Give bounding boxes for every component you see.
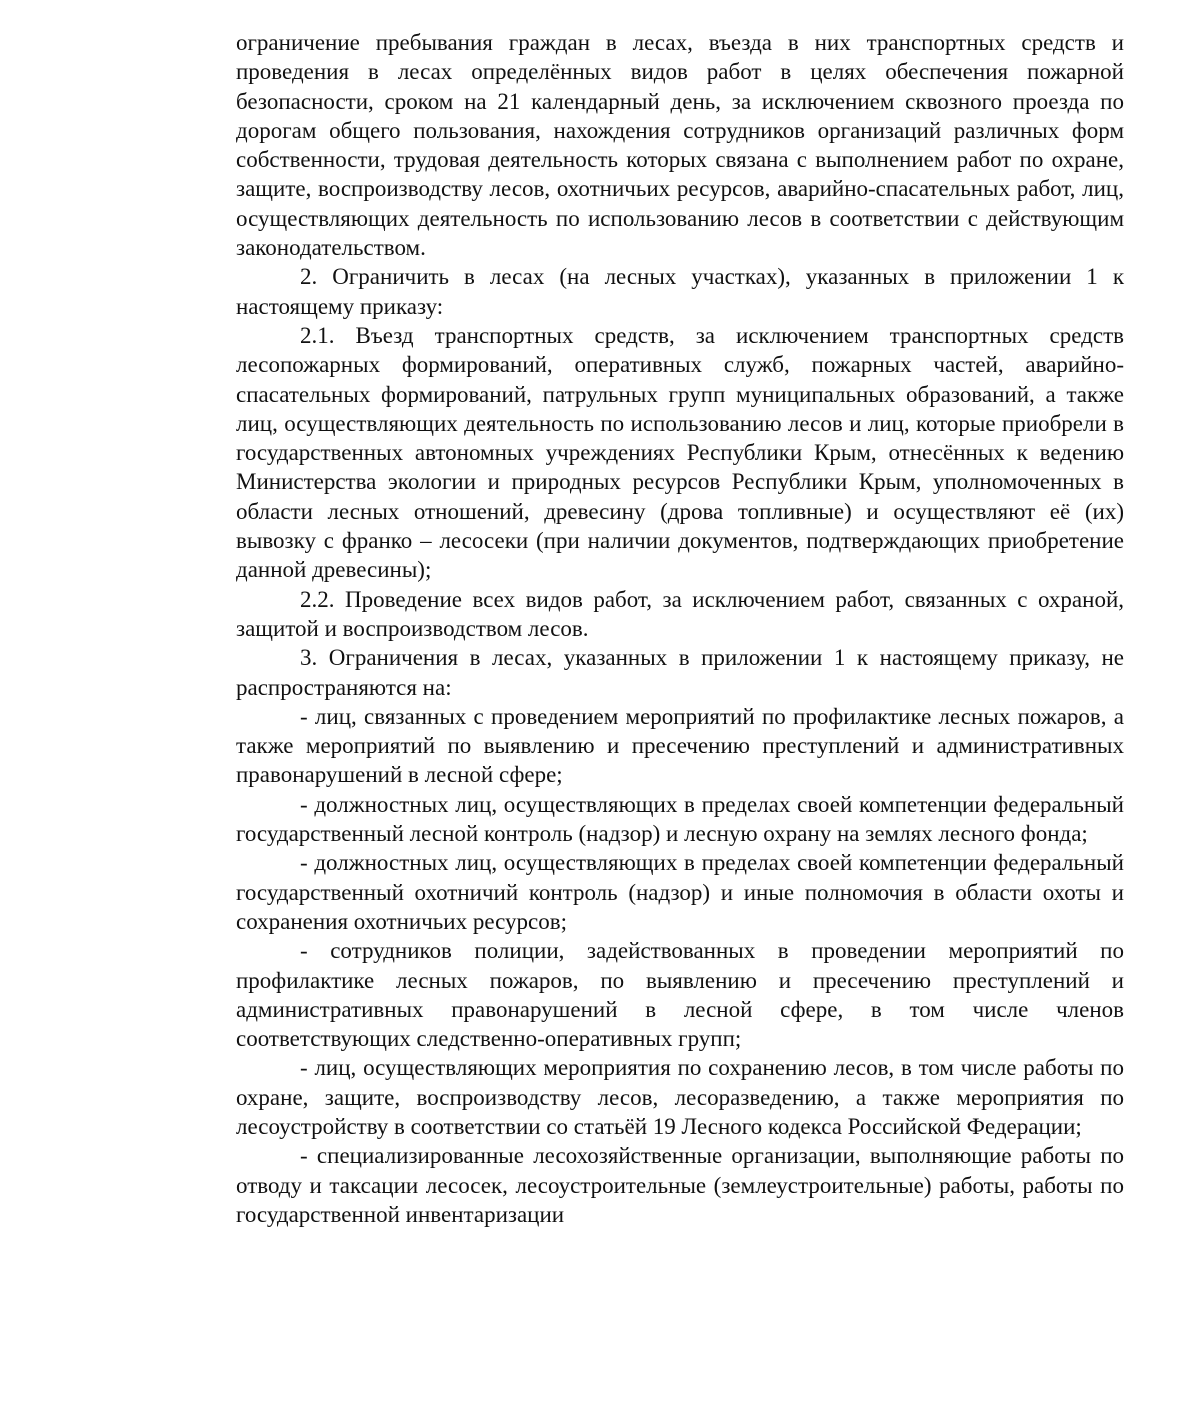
document-page — [236, 28, 1124, 1229]
paragraph-intro-continuation: ограничение пребывания граждан в лесах, въезда в них транспортных средств и проведения в лесах определённых видов работ в целях обеспечения пожарной безопасности, сроком на 21 календарный день, за исключением сквозного проезда по дорогам общего пользования, нахождения сотрудников организаций различных форм собственности, трудовая деятельность которых связана с выполнением работ по охране, защите, воспроизводству лесов, охотничьих ресурсов, аварийно-спасательных работ, лиц, осуществляющих деятельность по использованию лесов в соответствии с действующим законодательством. — [236, 30, 1124, 261]
paragraph-item-2-1: 2.1. Въезд транспортных средств, за исключением транспортных средств лесопожарных формирований, оперативных служб, пожарных частей, аварийно-спасательных формирований, патрульных групп муниципальных образований, а также лиц, осуществляющих деятельность по использованию лесов и лиц, которые приобрели в государственных автономных учреждениях Республики Крым, отнесённых к ведению Министерства экологии и природных ресурсов Республики Крым, уполномоченных в области лесных отношений, древесину (дрова топливные) и осуществляют её (их) вывозку с франко – лесосеки (при наличии документов, подтверждающих приобретение данной древесины); — [236, 322, 1124, 583]
list-item-forest-conservation-persons: - лиц, осуществляющих мероприятия по сохранению лесов, в том числе работы по охране, защите, воспроизводству лесов, лесоразведению, а также мероприятия по лесоустройству в соответствии со статьёй 19 Лесного кодекса Российской Федерации; — [236, 1055, 1124, 1139]
paragraph-item-2: 2. Ограничить в лесах (на лесных участках), указанных в приложении 1 к настоящему приказу: — [236, 264, 1124, 319]
list-item-police-officers: - сотрудников полиции, задействованных в проведении мероприятий по профилактике лесных пожаров, по выявлению и пресечению преступлений и административных правонарушений в лесной сфере, в том числе членов соответствующих следственно-оперативных групп; — [236, 938, 1124, 1052]
paragraph-item-3: 3. Ограничения в лесах, указанных в приложении 1 к настоящему приказу, не распространяются на: — [236, 645, 1124, 700]
paragraph-item-2-2: 2.2. Проведение всех видов работ, за исключением работ, связанных с охраной, защитой и воспроизводством лесов. — [236, 586, 1124, 641]
list-item-hunting-control-officials: - должностных лиц, осуществляющих в пределах своей компетенции федеральный государственный охотничий контроль (надзор) и иные полномочия в области охоты и сохранения охотничьих ресурсов; — [236, 850, 1124, 934]
list-item-specialized-organizations: - специализированные лесохозяйственные организации, выполняющие работы по отводу и таксации лесосек, лесоустроительные (землеустроительные) работы, работы по государственной инвентаризации — [236, 1143, 1124, 1227]
list-item-forest-control-officials: - должностных лиц, осуществляющих в пределах своей компетенции федеральный государственный лесной контроль (надзор) и лесную охрану на землях лесного фонда; — [236, 791, 1124, 847]
list-item-fire-prevention-persons: - лиц, связанных с проведением мероприятий по профилактике лесных пожаров, а также мероприятий по выявлению и пресечению преступлений и административных правонарушений в лесной сфере; — [236, 703, 1124, 788]
